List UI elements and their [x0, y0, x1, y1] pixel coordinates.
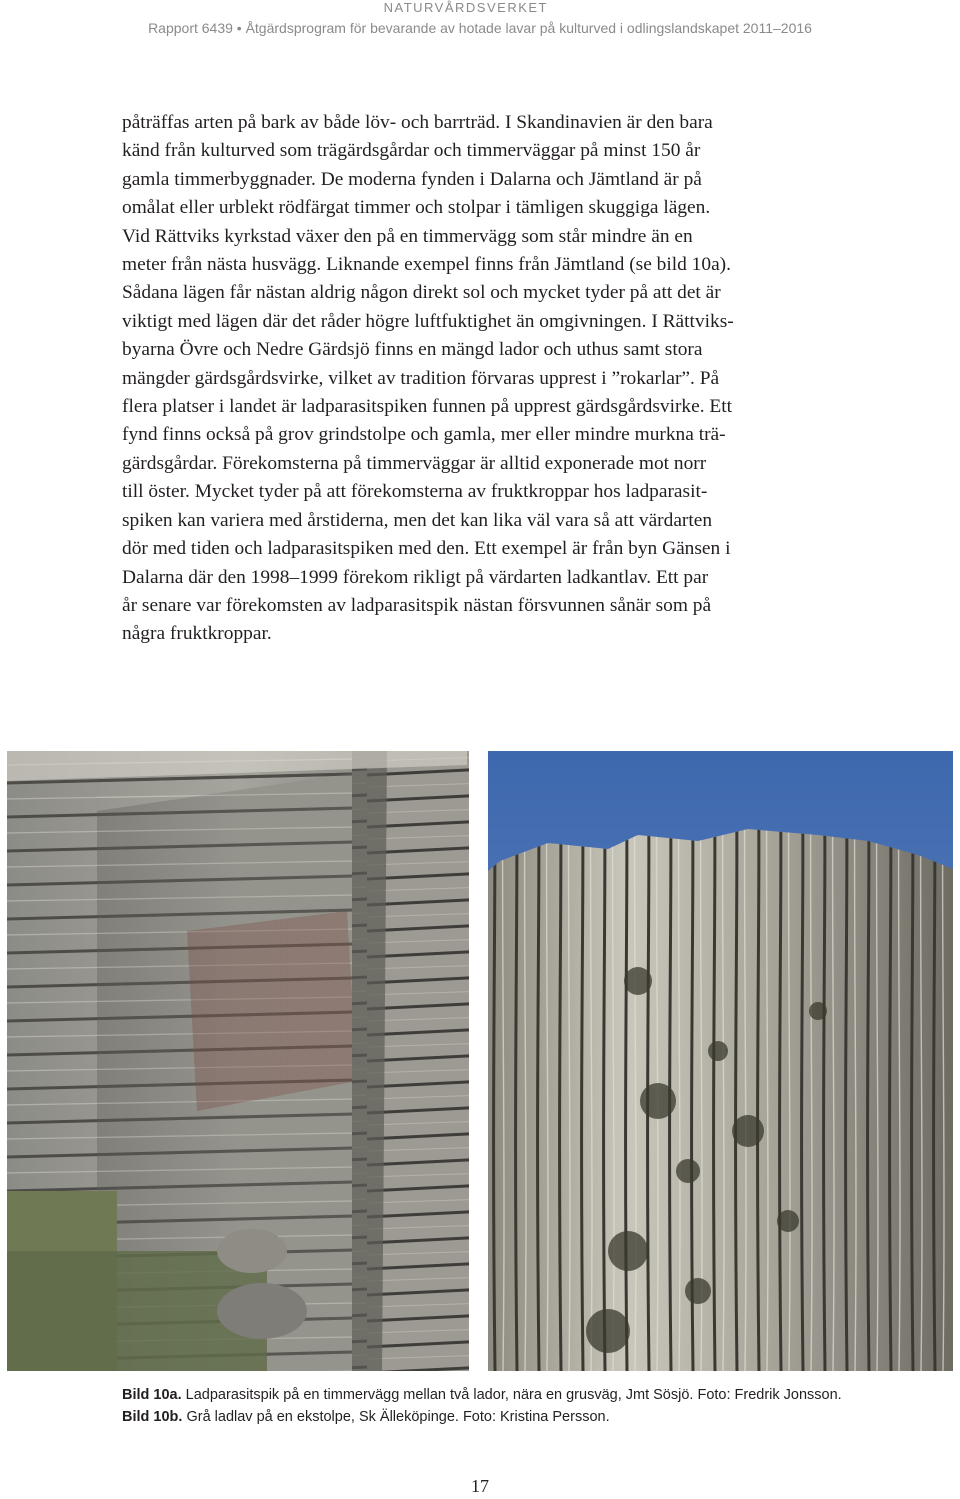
- body-line: några fruktkroppar.: [122, 623, 272, 645]
- caption-label: Bild 10a.: [122, 1387, 182, 1403]
- body-line: Vid Rättviks kyrkstad växer den på en timmervägg som står mindre än en: [122, 225, 693, 247]
- header-org: NATURVÅRDSVERKET: [383, 0, 548, 15]
- body-line: omålat eller urblekt rödfärgat timmer och stolpar i tämligen skuggiga lägen.: [122, 197, 711, 219]
- body-line: Sådana lägen får nästan aldrig någon direkt sol och mycket tyder på att det är: [122, 282, 721, 304]
- caption-text: Ladparasitspik på en timmervägg mellan två lador, nära en grusväg, Jmt Sösjö. Foto: Fredrik Jonsson.: [185, 1387, 842, 1403]
- caption-10a: [122, 1384, 942, 1406]
- body-line: viktigt med lägen där det råder högre luftfuktighet än omgivningen. I Rättviks-: [122, 310, 734, 332]
- body-line: spiken kan variera med årstiderna, men det kan lika väl vara så att värdarten: [122, 509, 713, 531]
- body-paragraph: [122, 109, 822, 649]
- body-line: flera platser i landet är ladparasitspiken funnen på upprest gärdsgårdsvirke. Ett: [122, 396, 733, 418]
- caption-text: Grå ladlav på en ekstolpe, Sk Älleköpinge. Foto: Kristina Persson.: [186, 1409, 610, 1425]
- page-number: 17: [471, 1476, 489, 1496]
- body-line: gärdsgårdar. Förekomsterna på timmerväggar är alltid exponerade mot norr: [122, 452, 707, 474]
- photo-oak-post: [488, 751, 953, 1371]
- body-line: byarna Övre och Nedre Gärdsjö finns en mängd lador och uthus samt stora: [122, 339, 703, 361]
- body-line: fynd finns också på grov grindstolpe och gamla, mer eller mindre murkna trä-: [122, 424, 726, 446]
- caption-label: Bild 10b.: [122, 1409, 183, 1425]
- header-report-title: Rapport 6439 • Åtgärdsprogram för bevarande av hotade lavar på kulturved i odlingslandskapet 2011–2016: [148, 20, 812, 36]
- body-line: meter från nästa husvägg. Liknande exempel finns från Jämtland (se bild 10a).: [122, 254, 731, 276]
- body-line: känd från kulturved som trägärdsgårdar och timmerväggar på minst 150 år: [122, 140, 701, 162]
- body-line: dör med tiden och ladparasitspiken med den. Ett exempel är från byn Gänsen i: [122, 538, 731, 560]
- body-line: till öster. Mycket tyder på att förekomsterna av fruktkroppar hos ladparasit-: [122, 481, 708, 503]
- figure-captions: [122, 1384, 942, 1428]
- body-line: mängder gärdsgårdsvirke, vilket av tradition förvaras upprest i ”rokarlar”. På: [122, 367, 720, 389]
- body-line: Dalarna där den 1998–1999 förekom rikligt på värdarten ladkantlav. Ett par: [122, 566, 709, 588]
- body-line: påträffas arten på bark av både löv- och barrträd. I Skandinavien är den bara: [122, 112, 713, 133]
- body-line: gamla timmerbyggnader. De moderna fynden i Dalarna och Jämtland är på: [122, 168, 702, 190]
- caption-10b: [122, 1406, 942, 1428]
- body-line: år senare var förekomsten av ladparasitspik nästan försvunnen sånär som på: [122, 594, 712, 616]
- photo-timber-wall: [7, 751, 469, 1371]
